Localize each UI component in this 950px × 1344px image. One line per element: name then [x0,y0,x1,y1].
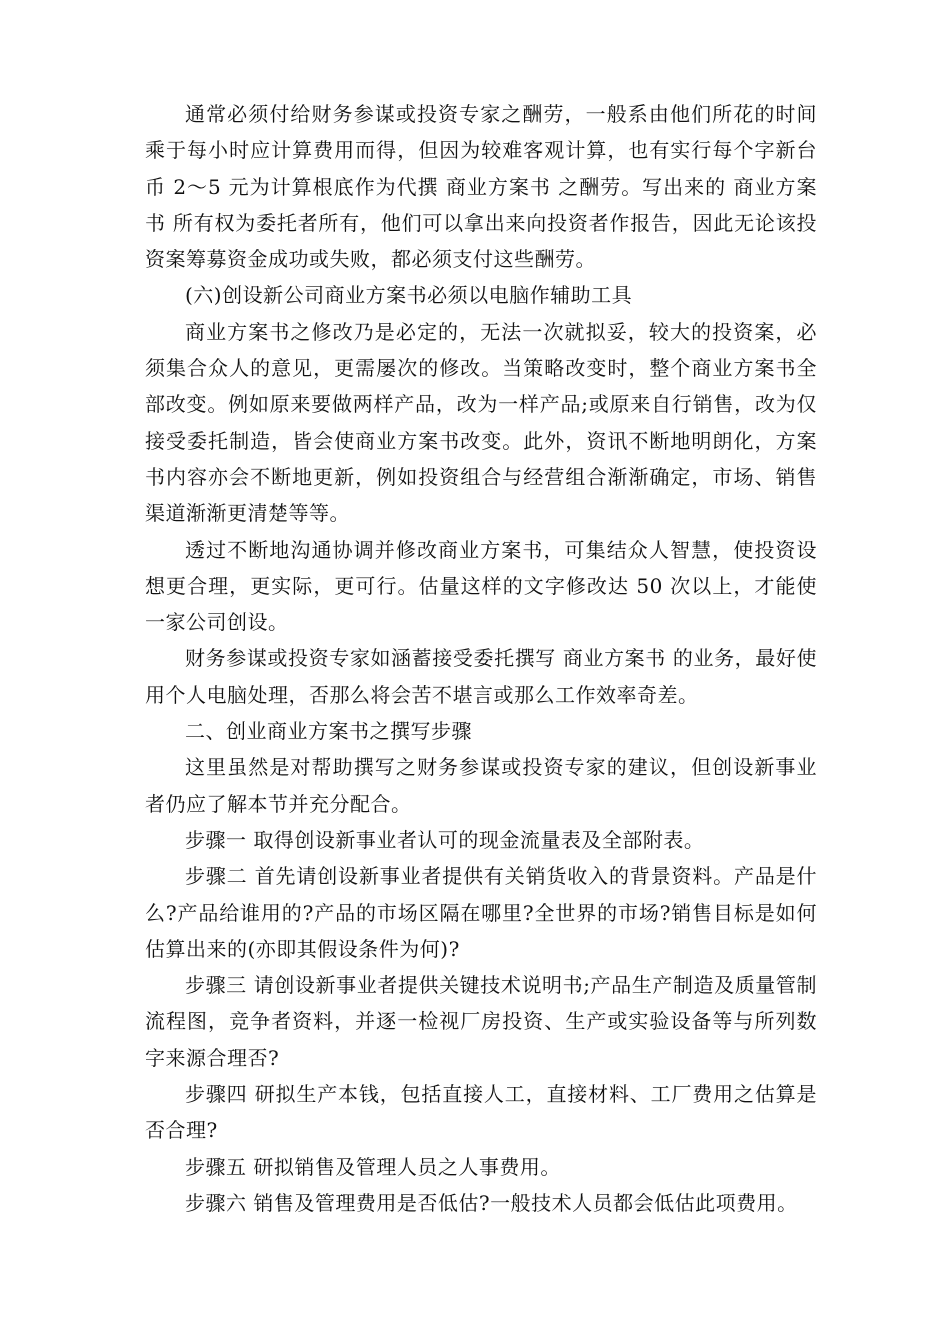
step-3: 步骤三 请创设新事业者提供关键技术说明书;产品生产制造及质量管制流程图，竞争者资料，并逐一检视厂房投资、生产或实验设备等与所列数字来源合理否? [145,973,817,1070]
step-2: 步骤二 首先请创设新事业者提供有关销货收入的背景资料。产品是什么?产品给谁用的?产品的市场区隔在哪里?全世界的市场?销售目标是如何估算出来的(亦即其假设条件为何)? [145,864,817,961]
step-6: 步骤六 销售及管理费用是否低估?一般技术人员都会低估此项费用。 [185,1190,798,1215]
section-heading-writing-steps: 二、创业商业方案书之撰写步骤 [185,719,472,744]
paragraph-fee-explanation: 通常必须付给财务参谋或投资专家之酬劳，一般系由他们所花的时间乘于每小时应计算费用而得，但因为较难客观计算，也有实行每个字新台币 2～5 元为计算根底作为代撰 商业方案书 之酬劳。写出来的 商业方案书 所有权为委托者所有，他们可以拿出来向投资者作报告，因此无论该投资案筹募资金成功或失败，都必须支付这些酬劳。 [145,102,817,272]
paragraph-advice: 这里虽然是对帮助撰写之财务参谋或投资专家的建议，但创设新事业者仍应了解本节并充分配合。 [145,755,817,816]
step-1: 步骤一 取得创设新事业者认可的现金流量表及全部附表。 [185,827,705,852]
step-5: 步骤五 研拟销售及管理人员之人事费用。 [185,1154,561,1179]
paragraph-use-pc: 财务参谋或投资专家如涵蓄接受委托撰写 商业方案书 的业务，最好使用个人电脑处理，否那么将会苦不堪言或那么工作效率奇差。 [145,646,817,707]
section-heading-computer-tool: (六)创设新公司商业方案书必须以电脑作辅助工具 [185,283,633,308]
step-4: 步骤四 研拟生产本钱，包括直接人工，直接材料、工厂费用之估算是否合理? [145,1082,817,1143]
paragraph-revision-necessity: 商业方案书之修改乃是必定的，无法一次就拟妥，较大的投资案，必须集合众人的意见，更需屡次的修改。当策略改变时，整个商业方案书全部改变。例如原来要做两样产品，改为一样产品;或原来自行销售，改为仅接受委托制造，皆会使商业方案书改变。此外，资讯不断地明朗化，方案书内容亦会不断地更新，例如投资组合与经营组合渐渐确定，市场、销售渠道渐渐更清楚等等。 [145,319,817,526]
paragraph-communication: 透过不断地沟通协调并修改商业方案书，可集结众人智慧，使投资设想更合理，更实际，更可行。估量这样的文字修改达 50 次以上，才能使一家公司创设。 [145,537,817,635]
document-body [145,96,817,1221]
